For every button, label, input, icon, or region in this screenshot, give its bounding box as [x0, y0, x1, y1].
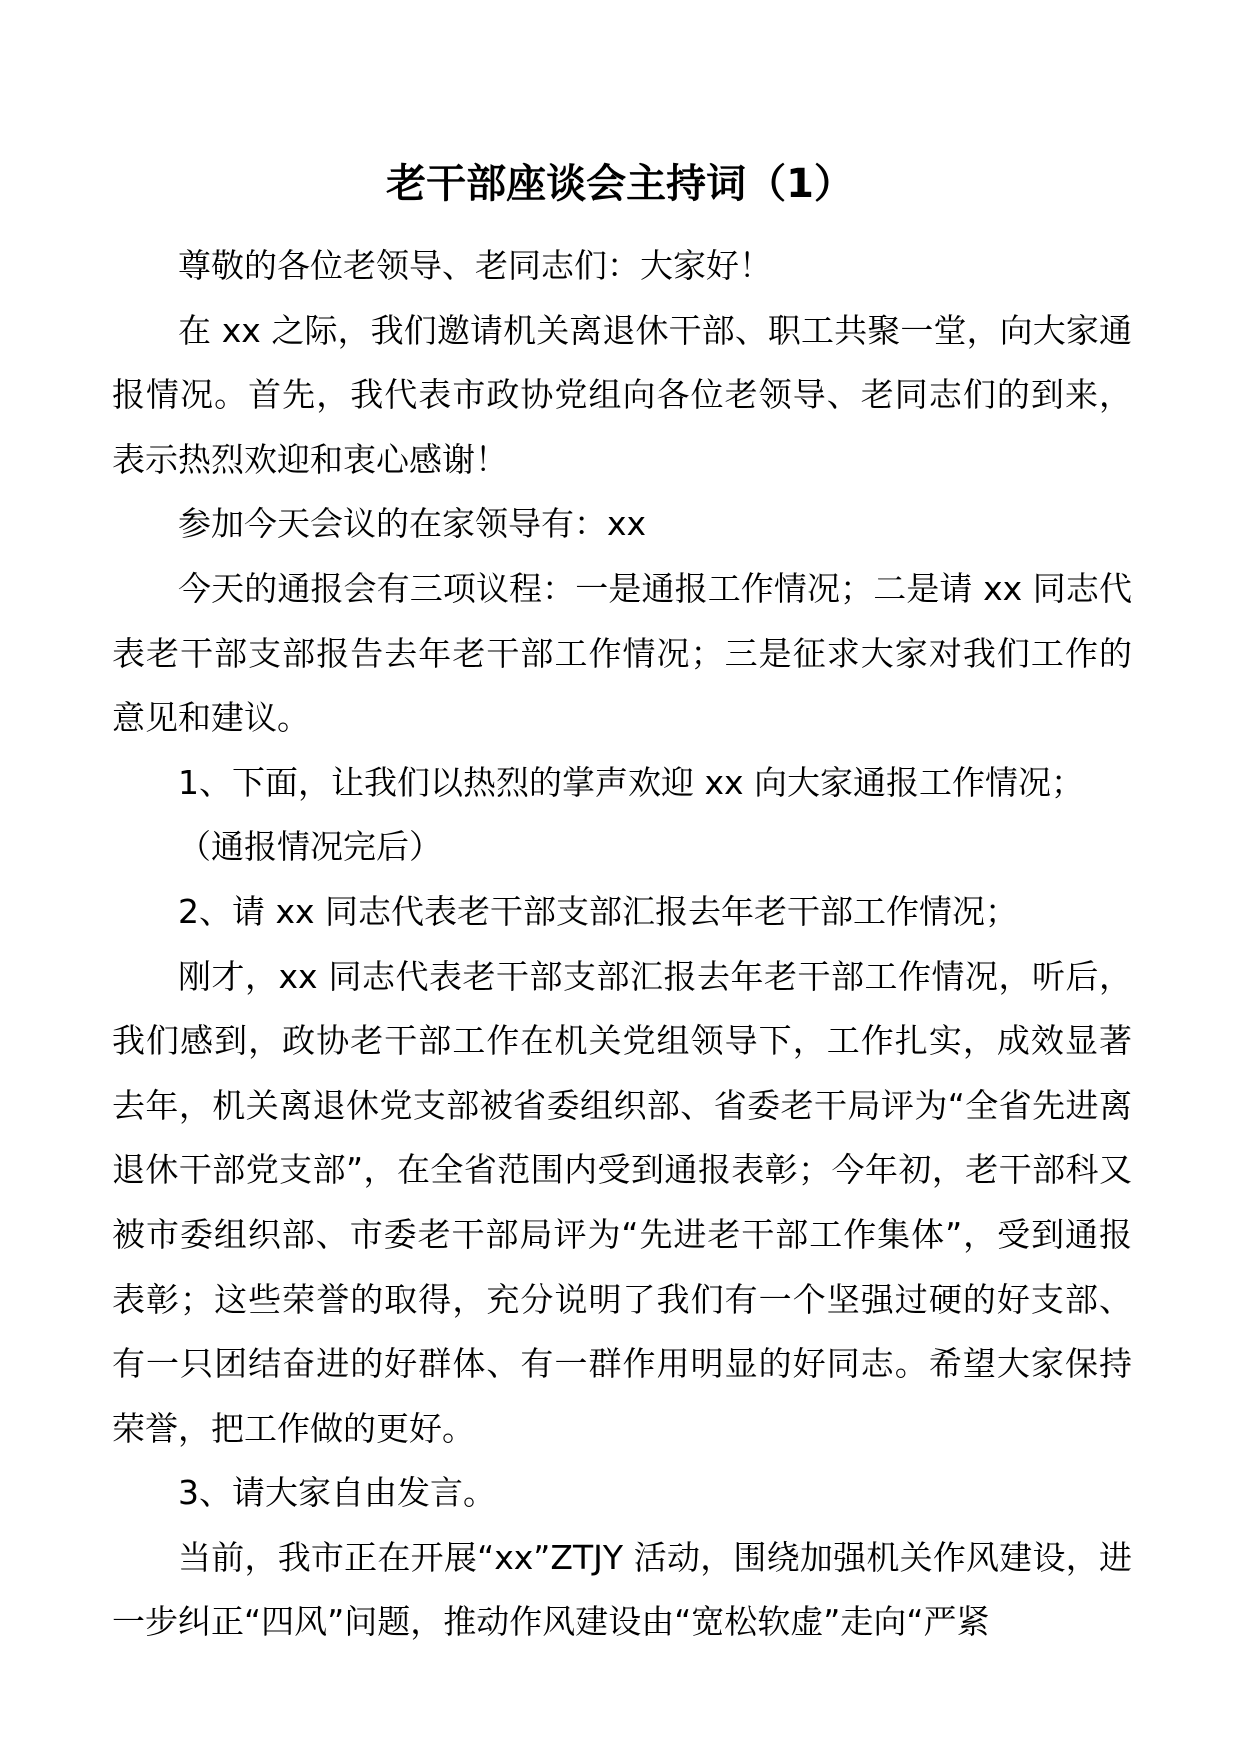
- paragraph-agenda: 今天的通报会有三项议程：一是通报工作情况；二是请 xx 同志代表老干部支部报告去年老干部工作情况；三是征求大家对我们工作的意见和建议。: [112, 568, 1132, 738]
- paragraph-note: （通报情况完后）: [178, 827, 442, 867]
- paragraph-opening: 在 xx 之际，我们邀请机关离退休干部、职工共聚一堂，向大家通报情况。首先，我代表市政协党组向各位老领导、老同志们的到来，表示热烈欢迎和衷心感谢！: [112, 310, 1132, 479]
- paragraph-summary: 刚才，xx 同志代表老干部支部汇报去年老干部工作情况，听后，我们感到，政协老干部工作在机关党组领导下，工作扎实，成效显著去年，机关离退休党支部被省委组织部、省委老干局评为“全省先进离退休干部党支部”，在全省范围内受到通报表彰；今年初，老干部科又被市委组织部、市委老干部局评为“先进老干部工作集体”，受到通报表彰；这些荣誉的取得，充分说明了我们有一个坚强过硬的好支部、有一只团结奋进的好群体、有一群作用明显的好同志。希望大家保持荣誉，把工作做的更好。: [112, 956, 1132, 1448]
- paragraph-item-3: 3、请大家自由发言。: [178, 1473, 496, 1513]
- document-title: 老干部座谈会主持词（1）: [386, 161, 854, 207]
- paragraph-greeting: 尊敬的各位老领导、老同志们：大家好！: [178, 246, 772, 285]
- paragraph-attendees: 参加今天会议的在家领导有：xx: [178, 504, 647, 544]
- paragraph-current: 当前，我市正在开展“xx”ZTJY 活动，围绕加强机关作风建设，进一步纠正“四风”问题，推动作风建设由“宽松软虚”走向“严紧: [112, 1537, 1132, 1642]
- paragraph-item-1: 1、下面，让我们以热烈的掌声欢迎 xx 向大家通报工作情况；: [178, 762, 1085, 802]
- document-body: [112, 234, 1132, 1655]
- paragraph-item-2: 2、请 xx 同志代表老干部支部汇报去年老干部工作情况；: [178, 891, 1019, 931]
